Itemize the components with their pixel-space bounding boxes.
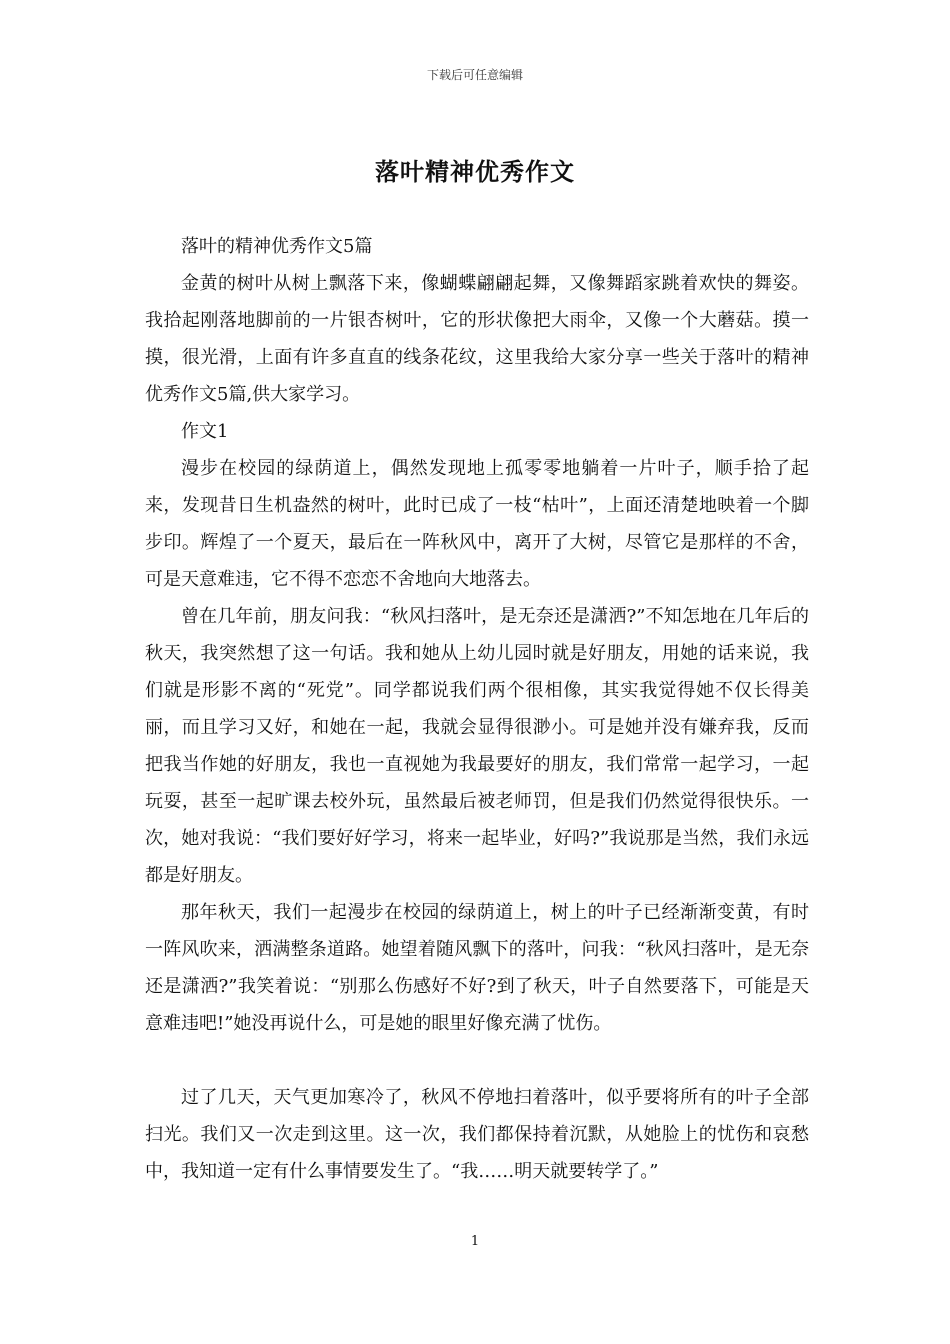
body-paragraph: 过了几天，天气更加寒冷了，秋风不停地扫着落叶，似乎要将所有的叶子全部扫光。我们又一次走到这里。这一次，我们都保持着沉默，从她脸上的忧伤和哀愁中，我知道一定有什么事情要发生了。“我……明天就要转学了。” <box>145 1087 809 1182</box>
section-heading: 作文1 <box>181 421 229 442</box>
document-body <box>145 228 809 1190</box>
page-number: 1 <box>470 1234 480 1249</box>
intro-paragraph: 金黄的树叶从树上飘落下来，像蝴蝶翩翩起舞，又像舞蹈家跳着欢快的舞姿。我拾起刚落地脚前的一片银杏树叶，它的形状像把大雨伞，又像一个大蘑菇。摸一摸，很光滑，上面有许多直直的线条花纹，这里我给大家分享一些关于落叶的精神优秀作文5篇,供大家学习。 <box>145 273 809 405</box>
body-paragraph: 漫步在校园的绿荫道上，偶然发现地上孤零零地躺着一片叶子，顺手拾了起来，发现昔日生机盎然的树叶，此时已成了一枝“枯叶”，上面还清楚地映着一个脚步印。辉煌了一个夏天，最后在一阵秋风中，离开了大树，尽管它是那样的不舍，可是天意难违，它不得不恋恋不舍地向大地落去。 <box>145 458 809 590</box>
subtitle-paragraph: 落叶的精神优秀作文5篇 <box>181 236 373 257</box>
paragraph-spacer <box>145 1042 809 1079</box>
document-title: 落叶精神优秀作文 <box>375 157 575 186</box>
body-paragraph: 那年秋天，我们一起漫步在校园的绿荫道上，树上的叶子已经渐渐变黄，有时一阵风吹来，洒满整条道路。她望着随风飘下的落叶，问我：“秋风扫落叶，是无奈还是潇洒?”我笑着说：“别那么伤感好不好?到了秋天，叶子自然要落下，可能是天意难违吧!”她没再说什么，可是她的眼里好像充满了忧伤。 <box>145 902 809 1034</box>
body-paragraph: 曾在几年前，朋友问我：“秋风扫落叶，是无奈还是潇洒?”不知怎地在几年后的秋天，我突然想了这一句话。我和她从上幼儿园时就是好朋友，用她的话来说，我们就是形影不离的“死党”。同学都说我们两个很相像，其实我觉得她不仅长得美丽，而且学习又好，和她在一起，我就会显得很渺小。可是她并没有嫌弃我，反而把我当作她的好朋友，我也一直视她为我最要好的朋友，我们常常一起学习，一起玩耍，甚至一起旷课去校外玩，虽然最后被老师罚，但是我们仍然觉得很快乐。一次，她对我说：“我们要好好学习，将来一起毕业，好吗?”我说那是当然，我们永远都是好朋友。 <box>145 606 809 886</box>
header-note: 下载后可任意编辑 <box>426 68 523 82</box>
